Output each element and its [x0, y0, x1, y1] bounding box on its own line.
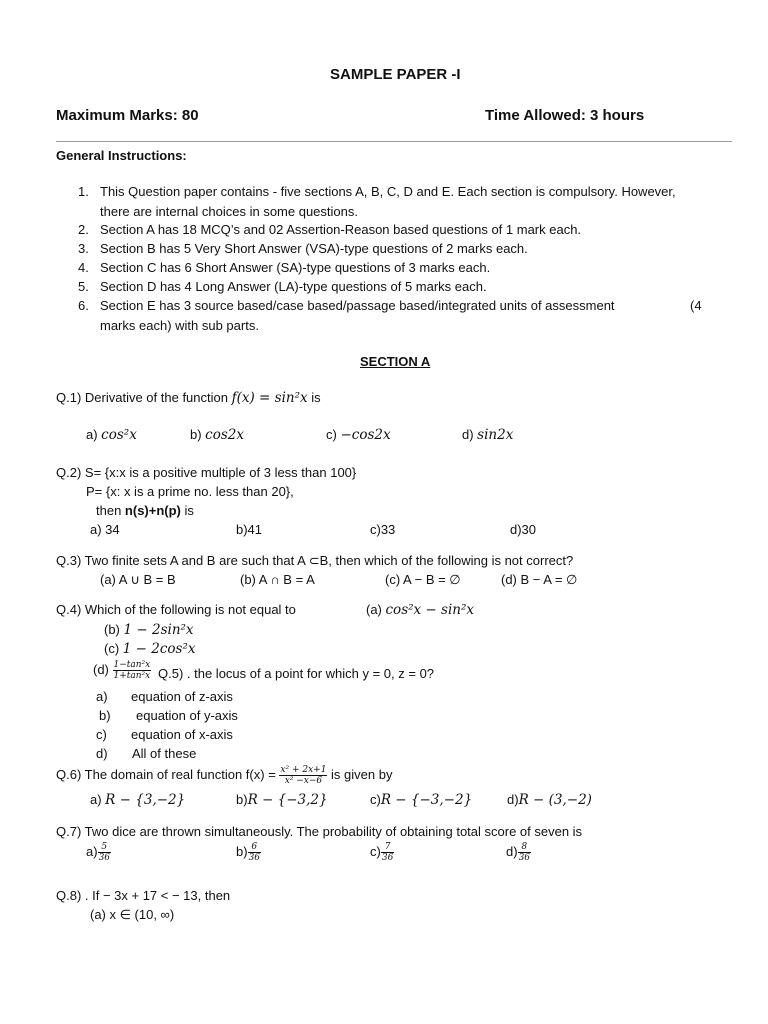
question-6-option-c: c)R − {−3,−2} — [370, 792, 473, 808]
question-2-ask: then n(s)+n(p) is — [96, 503, 194, 518]
time-allowed: Time Allowed: 3 hours — [485, 107, 645, 124]
question-1 — [56, 390, 321, 406]
question-2-text: Q.2) S= {x:x is a positive multiple of 3 less than 100} — [56, 465, 357, 480]
question-8-text: Q.8) . If − 3x + 17 < − 13, then — [56, 888, 231, 903]
instruction-item: Section C has 6 Short Answer (SA)-type questions of 3 marks each. — [100, 260, 491, 275]
question-7-option-a: a) $\frac{5}{36}$ — [86, 842, 111, 863]
question-5-option-d: All of these — [132, 746, 197, 761]
instruction-number: 4. — [78, 260, 89, 275]
question-3-option-a: (a) A ∪ B = B — [100, 572, 176, 587]
instruction-item: This Question paper contains - five sections A, B, C, D and E. Each section is compulsory. However, — [100, 184, 676, 199]
question-3-text: Q.3) Two finite sets A and B are such that A ⊂B, then which of the following is not correct? — [56, 553, 574, 568]
question-5-letter: c) — [96, 727, 107, 742]
question-6-fraction: $\frac{\text{x² + 2x+1}}{\text{x² −x−6}}$ — [280, 765, 327, 786]
instruction-number: 2. — [78, 222, 89, 237]
instruction-item: Section D has 4 Long Answer (LA)-type questions of 5 marks each. — [100, 279, 487, 294]
question-5-letter: a) — [96, 689, 108, 704]
question-5-option-a: equation of z-axis — [131, 689, 233, 704]
question-1-suffix: is — [311, 390, 321, 405]
question-2-set-p: P= {x: x is a prime no. less than 20}, — [86, 484, 294, 499]
instruction-item: Section B has 5 Very Short Answer (VSA)-type questions of 2 marks each. — [100, 241, 528, 256]
question-1-option-b: b) cos2x — [190, 427, 244, 443]
question-6-option-d: d)R − (3,−2) — [507, 792, 592, 808]
question-4-option-b: (b) 1 − 2sin²x — [104, 622, 194, 638]
question-7-option-d: d) $\frac{8}{36}$ — [506, 842, 531, 863]
instructions-heading: General Instructions: — [56, 148, 187, 163]
question-1-option-a: a) cos²x — [86, 427, 137, 443]
question-5-letter: d) — [96, 746, 108, 761]
instruction-item: Section E has 3 source based/case based/passage based/integrated units of assessment — [100, 298, 615, 313]
instruction-item-marks: (4 — [690, 298, 702, 313]
question-4-option-a: (a) cos²x − sin²x — [366, 602, 475, 618]
question-4-fraction: $\frac{\text{1−tan²x}}{\text{1+tan²x}}$ — [113, 660, 151, 681]
instruction-number: 3. — [78, 241, 89, 256]
question-6-option-b: b)R − {−3,2} — [236, 792, 328, 808]
question-5-option-c: equation of x-axis — [131, 727, 233, 742]
instruction-number: 1. — [78, 184, 89, 199]
question-4-text: Q.4) Which of the following is not equal to — [56, 602, 296, 617]
question-4-option-d: (d) $\frac{\text{1−tan²x}}{\text{1+tan²x}}$ — [93, 660, 151, 681]
question-5-letter: b) — [99, 708, 111, 723]
question-1-option-d: d) sin2x — [462, 427, 514, 443]
question-2-option-c: c)33 — [370, 522, 396, 537]
question-6 — [56, 765, 392, 786]
question-2-option-b: b)41 — [236, 522, 263, 537]
question-3-option-b: (b) A ∩ B = A — [240, 572, 315, 587]
question-6-option-a: a) R − {3,−2} — [90, 792, 186, 808]
question-3-option-d: (d) B − A = ∅ — [501, 572, 578, 587]
question-7-text: Q.7) Two dice are thrown simultaneously. The probability of obtaining total score of seven is — [56, 824, 583, 839]
question-6-text: Q.6) The domain of real function f(x) = — [56, 766, 276, 782]
question-1-function: f(x) = sin²x — [231, 390, 308, 406]
section-a-heading: SECTION A — [360, 354, 431, 369]
question-3-option-c: (c) A − B = ∅ — [385, 572, 461, 587]
question-1-option-c: c) −cos2x — [326, 427, 391, 443]
question-1-text: Q.1) Derivative of the function — [56, 390, 228, 405]
question-7-option-b: b) $\frac{6}{36}$ — [236, 842, 261, 863]
instruction-number: 6. — [78, 298, 89, 313]
question-4-option-c: (c) 1 − 2cos²x — [104, 641, 196, 657]
maximum-marks: Maximum Marks: 80 — [56, 107, 199, 124]
question-2-option-d: d)30 — [510, 522, 537, 537]
instruction-item: Section A has 18 MCQ’s and 02 Assertion-Reason based questions of 1 mark each. — [100, 222, 582, 237]
instruction-item-continued: there are internal choices in some questions. — [100, 204, 358, 219]
question-6-suffix: is given by — [331, 766, 393, 782]
page-title: SAMPLE PAPER -I — [330, 66, 461, 83]
question-5-option-b: equation of y-axis — [136, 708, 238, 723]
question-7-option-c: c) $\frac{7}{36}$ — [370, 842, 394, 863]
header-divider — [56, 141, 732, 142]
question-5-text: Q.5) . the locus of a point for which y = 0, z = 0? — [158, 666, 435, 681]
question-2-option-a: a) 34 — [90, 522, 120, 537]
instruction-number: 5. — [78, 279, 89, 294]
instruction-item-continued: marks each) with sub parts. — [100, 318, 259, 333]
question-8-option-a: (a) x ∈ (10, ∞) — [90, 907, 175, 922]
